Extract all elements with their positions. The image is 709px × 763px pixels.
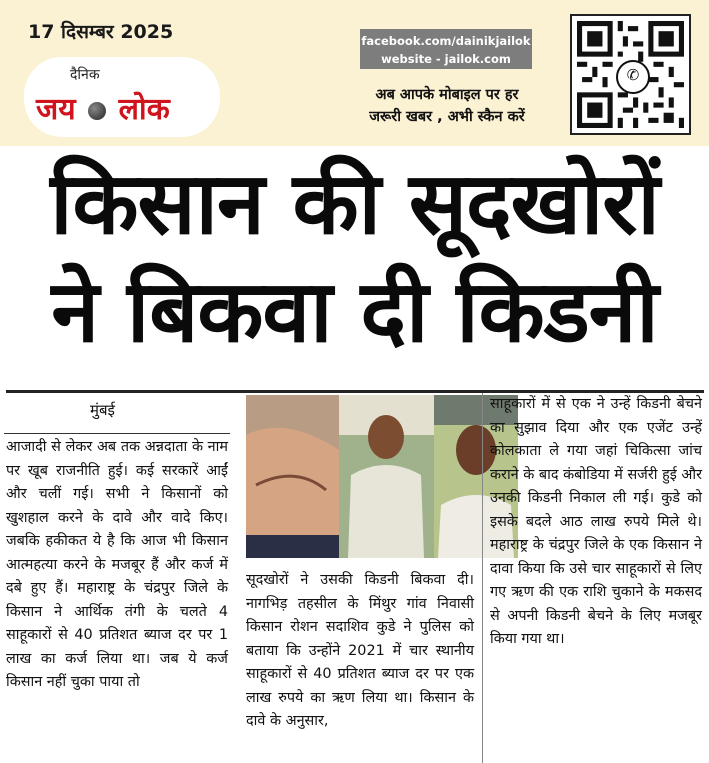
website-link[interactable]: website - jailok.com [381, 52, 511, 66]
globe-logo-icon [88, 102, 106, 120]
headline [0, 150, 709, 366]
dateline: मुंबई [90, 401, 115, 419]
newspaper-logo [24, 57, 220, 137]
article-photo [246, 395, 518, 558]
masthead [0, 0, 709, 146]
column-separator [482, 393, 483, 763]
logo-dainik: दैनिक [70, 67, 100, 83]
promo-line-1: अब आपके मोबाइल पर हर [375, 87, 519, 103]
headline-line-2: ने बिकवा दी किडनी [51, 262, 658, 362]
issue-date: 17 दिसम्बर 2025 [28, 21, 174, 43]
whatsapp-icon: ✆ [616, 60, 650, 94]
social-links-box [360, 29, 532, 69]
article-column-1: आजादी से लेकर अब तक अन्नदाता के नाम पर खूब राजनीति हुई। कई सरकारें आईं और चलीं गई। सभी ने किसानों को खुशहाल करने के दावे और वादे किए। जबकि हकीकत ये है कि आज भी किसान आत्महत्या करने के मजबूर हैं और कर्ज में दबे हुए हैं। महाराष्ट्र के चंद्रपुर जिले के किसान ने आर्थिक तंगी के चलते 4 साहूकारों से 40 प्रतिशत ब्याज दर पर 1 लाख का कर्ज लिया था। जब ये कर्ज किसान नहीं चुका पाया तो [6, 439, 228, 690]
logo-jai: जय [36, 92, 76, 127]
headline-line-1: किसान की सूदखोरों [50, 154, 659, 254]
scan-promo [352, 84, 542, 128]
logo-title [36, 87, 170, 128]
qr-code-icon[interactable] [570, 14, 691, 135]
photo-collage [246, 395, 518, 558]
article-column-3: साहूकारों में से एक ने उन्हें किडनी बेचने का सुझाव दिया और एक एजेंट उन्हें कोलकाता ले गया जहां चिकित्सा जांच कराने के बाद कंबोडिया में सर्जरी हुई और उनकी किडनी निकाल ली गई। कुडे को इसके बदले आठ लाख रुपये मिले थे। महाराष्ट्र के चंद्रपुर जिले के एक किसान ने दावा किया कि उसे चार साहूकारों से लिए गए ऋण की एक राशि चुकाने के मकसद से अपनी किडनी बेचने के लिए मजबूर किया गया था। [490, 396, 702, 647]
facebook-link[interactable]: facebook.com/dainikjailok [361, 34, 531, 48]
dateline-underline [4, 433, 230, 434]
article-column-2: सूदखोरों ने उसकी किडनी बिकवा दी। नागभिड़ तहसील के मिंथुर गांव निवासी किसान रोशन सदाशिव कुडे ने पुलिस को बताया कि उन्होंने 2021 में चार स्थानीय साहूकारों से 40 प्रतिशत ब्याज दर पर एक लाख रुपये का ऋण लिया था। किसान के दावे के अनुसार, [246, 572, 474, 729]
logo-lok: लोक [118, 92, 170, 127]
promo-line-2: जरूरी खबर , अभी स्कैन करें [369, 109, 525, 125]
